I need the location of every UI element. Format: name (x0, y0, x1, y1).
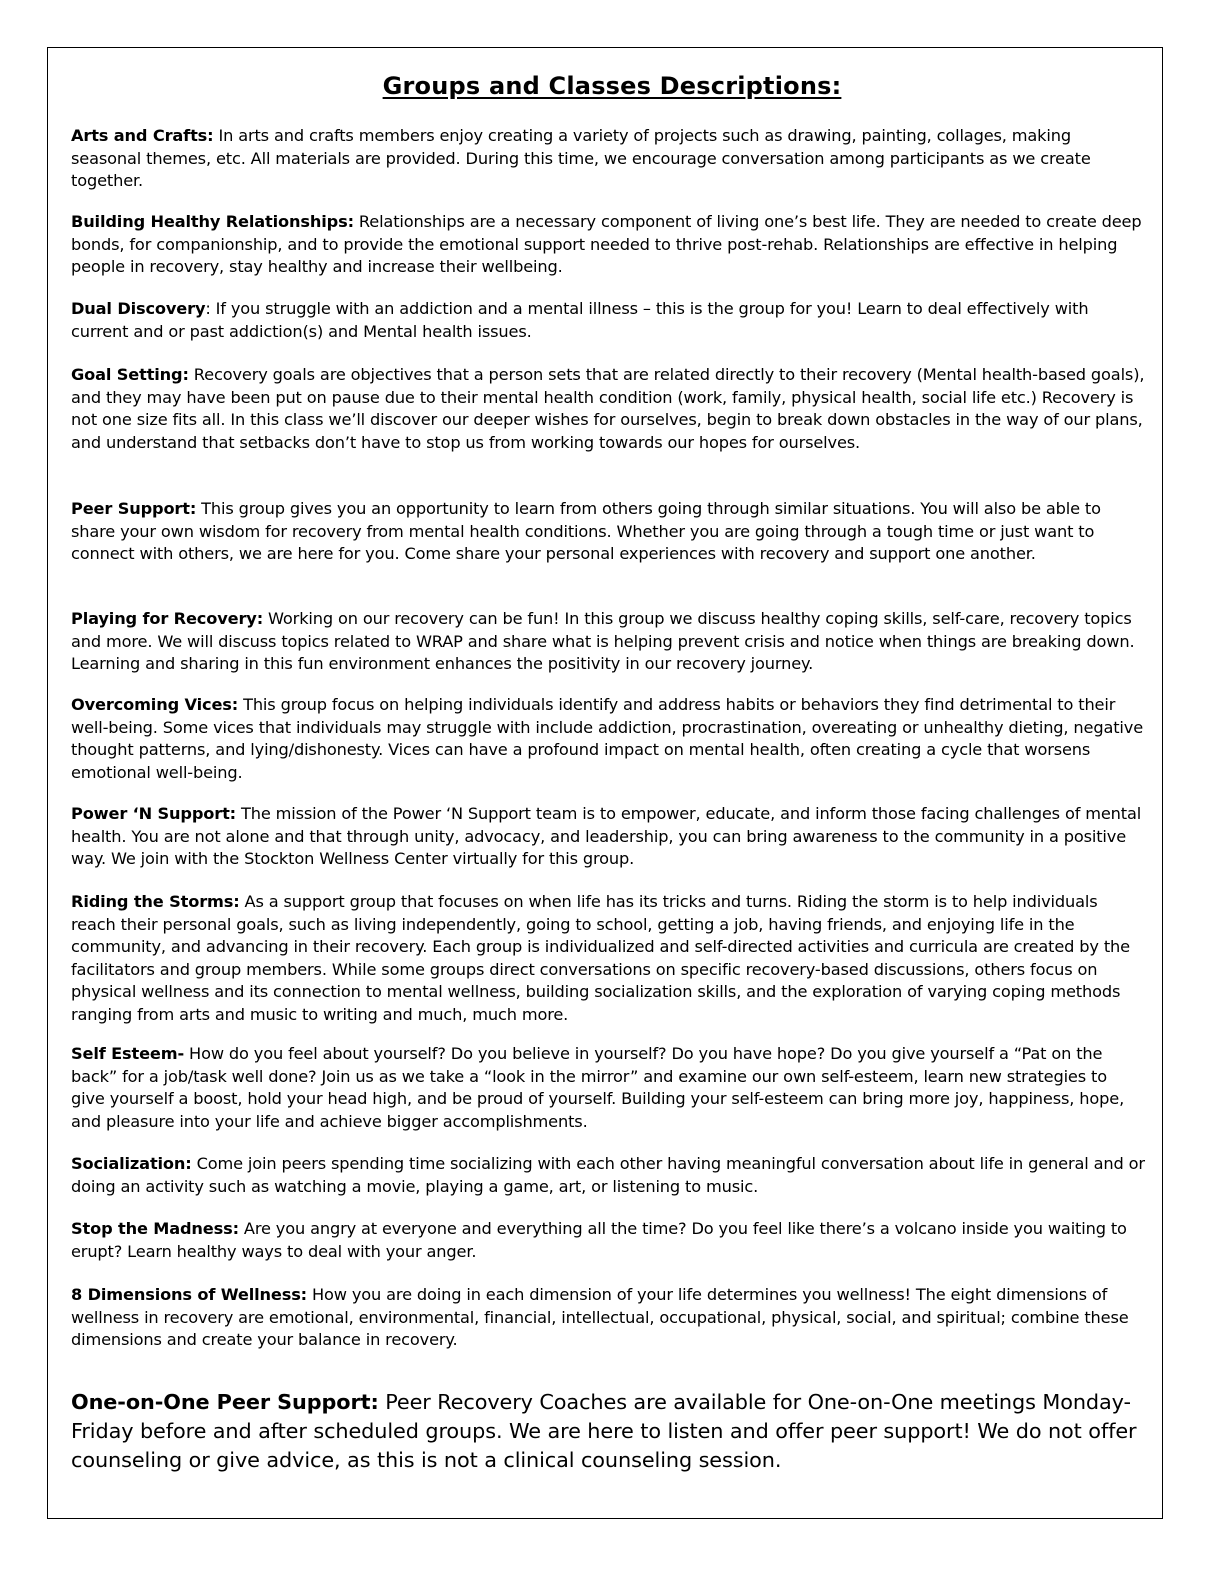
entry-8-dimensions-of-wellness (71, 1284, 1145, 1352)
entry-stop-the-madness (71, 1218, 1145, 1263)
entry-description: Are you angry at everyone and everything all the time? Do you feel like there’s a volcano inside you waiting to erupt? Learn healthy ways to deal with your anger. (71, 1219, 1127, 1261)
entry-description: This group gives you an opportunity to learn from others going through similar situations. You will also be able to share your own wisdom for recovery from mental health conditions. Whether you are going through a tough time or just want to connect with others, we are here for you. Come share your personal experiences with recovery and support one another. (71, 499, 1101, 564)
entry-term: Playing for Recovery: (71, 609, 264, 628)
entry-description: Relationships are a necessary component of living one’s best life. They are needed to create deep bonds, for companionship, and to provide the emotional support needed to thrive post-rehab. Relationships are effective in helping people in recovery, stay healthy and increase their wellbeing. (71, 212, 1142, 277)
entry-term: Building Healthy Relationships: (71, 212, 354, 231)
page-title: Groups and Classes Descriptions: (382, 72, 842, 100)
entry-term: Self Esteem- (71, 1044, 185, 1063)
entry-term: Overcoming Vices: (71, 695, 239, 714)
entry-term: 8 Dimensions of Wellness: (71, 1285, 308, 1304)
entry-building-healthy-relationships (71, 211, 1145, 279)
entry-playing-for-recovery (71, 608, 1145, 676)
entry-peer-support (71, 498, 1145, 566)
entry-description: Come join peers spending time socializing with each other having meaningful conversation about life in general and or doing an activity such as watching a movie, playing a game, art, or listening to music. (71, 1154, 1145, 1196)
entry-goal-setting (71, 364, 1145, 454)
one-on-one-peer-support-note (71, 1388, 1151, 1475)
entry-arts-and-crafts (71, 125, 1145, 193)
entry-term: Power ‘N Support: (71, 804, 236, 823)
entry-dual-discovery (71, 298, 1145, 343)
final-term: One-on-One Peer Support: (71, 1390, 379, 1414)
entry-description: : If you struggle with an addiction and a mental illness – this is the group for you! Learn to deal effectively with current and or past addiction(s) and Mental health issues. (71, 299, 1089, 341)
entry-term: Stop the Madness: (71, 1219, 239, 1238)
final-description: Peer Recovery Coaches are available for One-on-One meetings Monday- Friday before and after scheduled groups. We are here to listen and offer peer support! We do not offer counseling or give advice, as this is not a clinical counseling session. (71, 1390, 1137, 1472)
entry-self-esteem (71, 1043, 1145, 1133)
entry-description: This group focus on helping individuals identify and address habits or behaviors they find detrimental to their well-being. Some vices that individuals may struggle with include addiction, procrastination, overeating or unhealthy dieting, negative thought patterns, and lying/dishonesty. Vices can have a profound impact on mental health, often creating a cycle that worsens emotional well-being. (71, 695, 1144, 782)
entry-term: Arts and Crafts: (71, 126, 214, 145)
entry-term: Socialization: (71, 1154, 192, 1173)
entry-term: Goal Setting: (71, 365, 189, 384)
entry-term: Peer Support: (71, 499, 197, 518)
entry-overcoming-vices (71, 694, 1145, 784)
entry-power-n-support (71, 803, 1145, 871)
entry-term: Riding the Storms: (71, 892, 240, 911)
entry-riding-the-storms (71, 891, 1145, 1027)
entry-description: As a support group that focuses on when life has its tricks and turns. Riding the storm is to help individuals reach their personal goals, such as living independently, going to school, getting a job, having friends, and enjoying life in the community, and advancing in their recovery. Each group is individualized and self-directed activities and curricula are created by the facilitators and group members. While some groups direct conversations on specific recovery-based discussions, others focus on physical wellness and its connection to mental wellness, building socialization skills, and the exploration of varying coping methods ranging from arts and music to writing and much, much more. (71, 892, 1130, 1024)
entry-description: In arts and crafts members enjoy creating a variety of projects such as drawing, painting, collages, making seasonal themes, etc. All materials are provided. During this time, we encourage conversation among participants as we create together. (71, 126, 1091, 191)
entry-description: How you are doing in each dimension of your life determines you wellness! The eight dimensions of wellness in recovery are emotional, environmental, financial, intellectual, occupational, physical, social, and spiritual; combine these dimensions and create your balance in recovery. (71, 1285, 1129, 1350)
entry-description: Recovery goals are objectives that a person sets that are related directly to their recovery (Mental health-based goals), and they may have been put on pause due to their mental health condition (work, family, physical health, social life etc.) Recovery is not one size fits all. In this class we’ll discover our deeper wishes for ourselves, begin to break down obstacles in the way of our plans, and understand that setbacks don’t have to stop us from working towards our hopes for ourselves. (71, 365, 1145, 452)
entry-description: Working on our recovery can be fun! In this group we discuss healthy coping skills, self-care, recovery topics and more. We will discuss topics related to WRAP and share what is helping prevent crisis and notice when things are breaking down. Learning and sharing in this fun environment enhances the positivity in our recovery journey. (71, 609, 1135, 674)
entry-term: Dual Discovery (71, 299, 206, 318)
entry-description: How do you feel about yourself? Do you believe in yourself? Do you have hope? Do you give yourself a “Pat on the back” for a job/task well done? Join us as we take a “look in the mirror” and examine our own self-esteem, learn new strategies to give yourself a boost, hold your head high, and be proud of yourself. Building your self-esteem can bring more joy, happiness, hope, and pleasure into your life and achieve bigger accomplishments. (71, 1044, 1125, 1131)
entry-description: The mission of the Power ‘N Support team is to empower, educate, and inform those facing challenges of mental health. You are not alone and that through unity, advocacy, and leadership, you can bring awareness to the community in a positive way. We join with the Stockton Wellness Center virtually for this group. (71, 804, 1142, 869)
entry-socialization (71, 1153, 1145, 1198)
